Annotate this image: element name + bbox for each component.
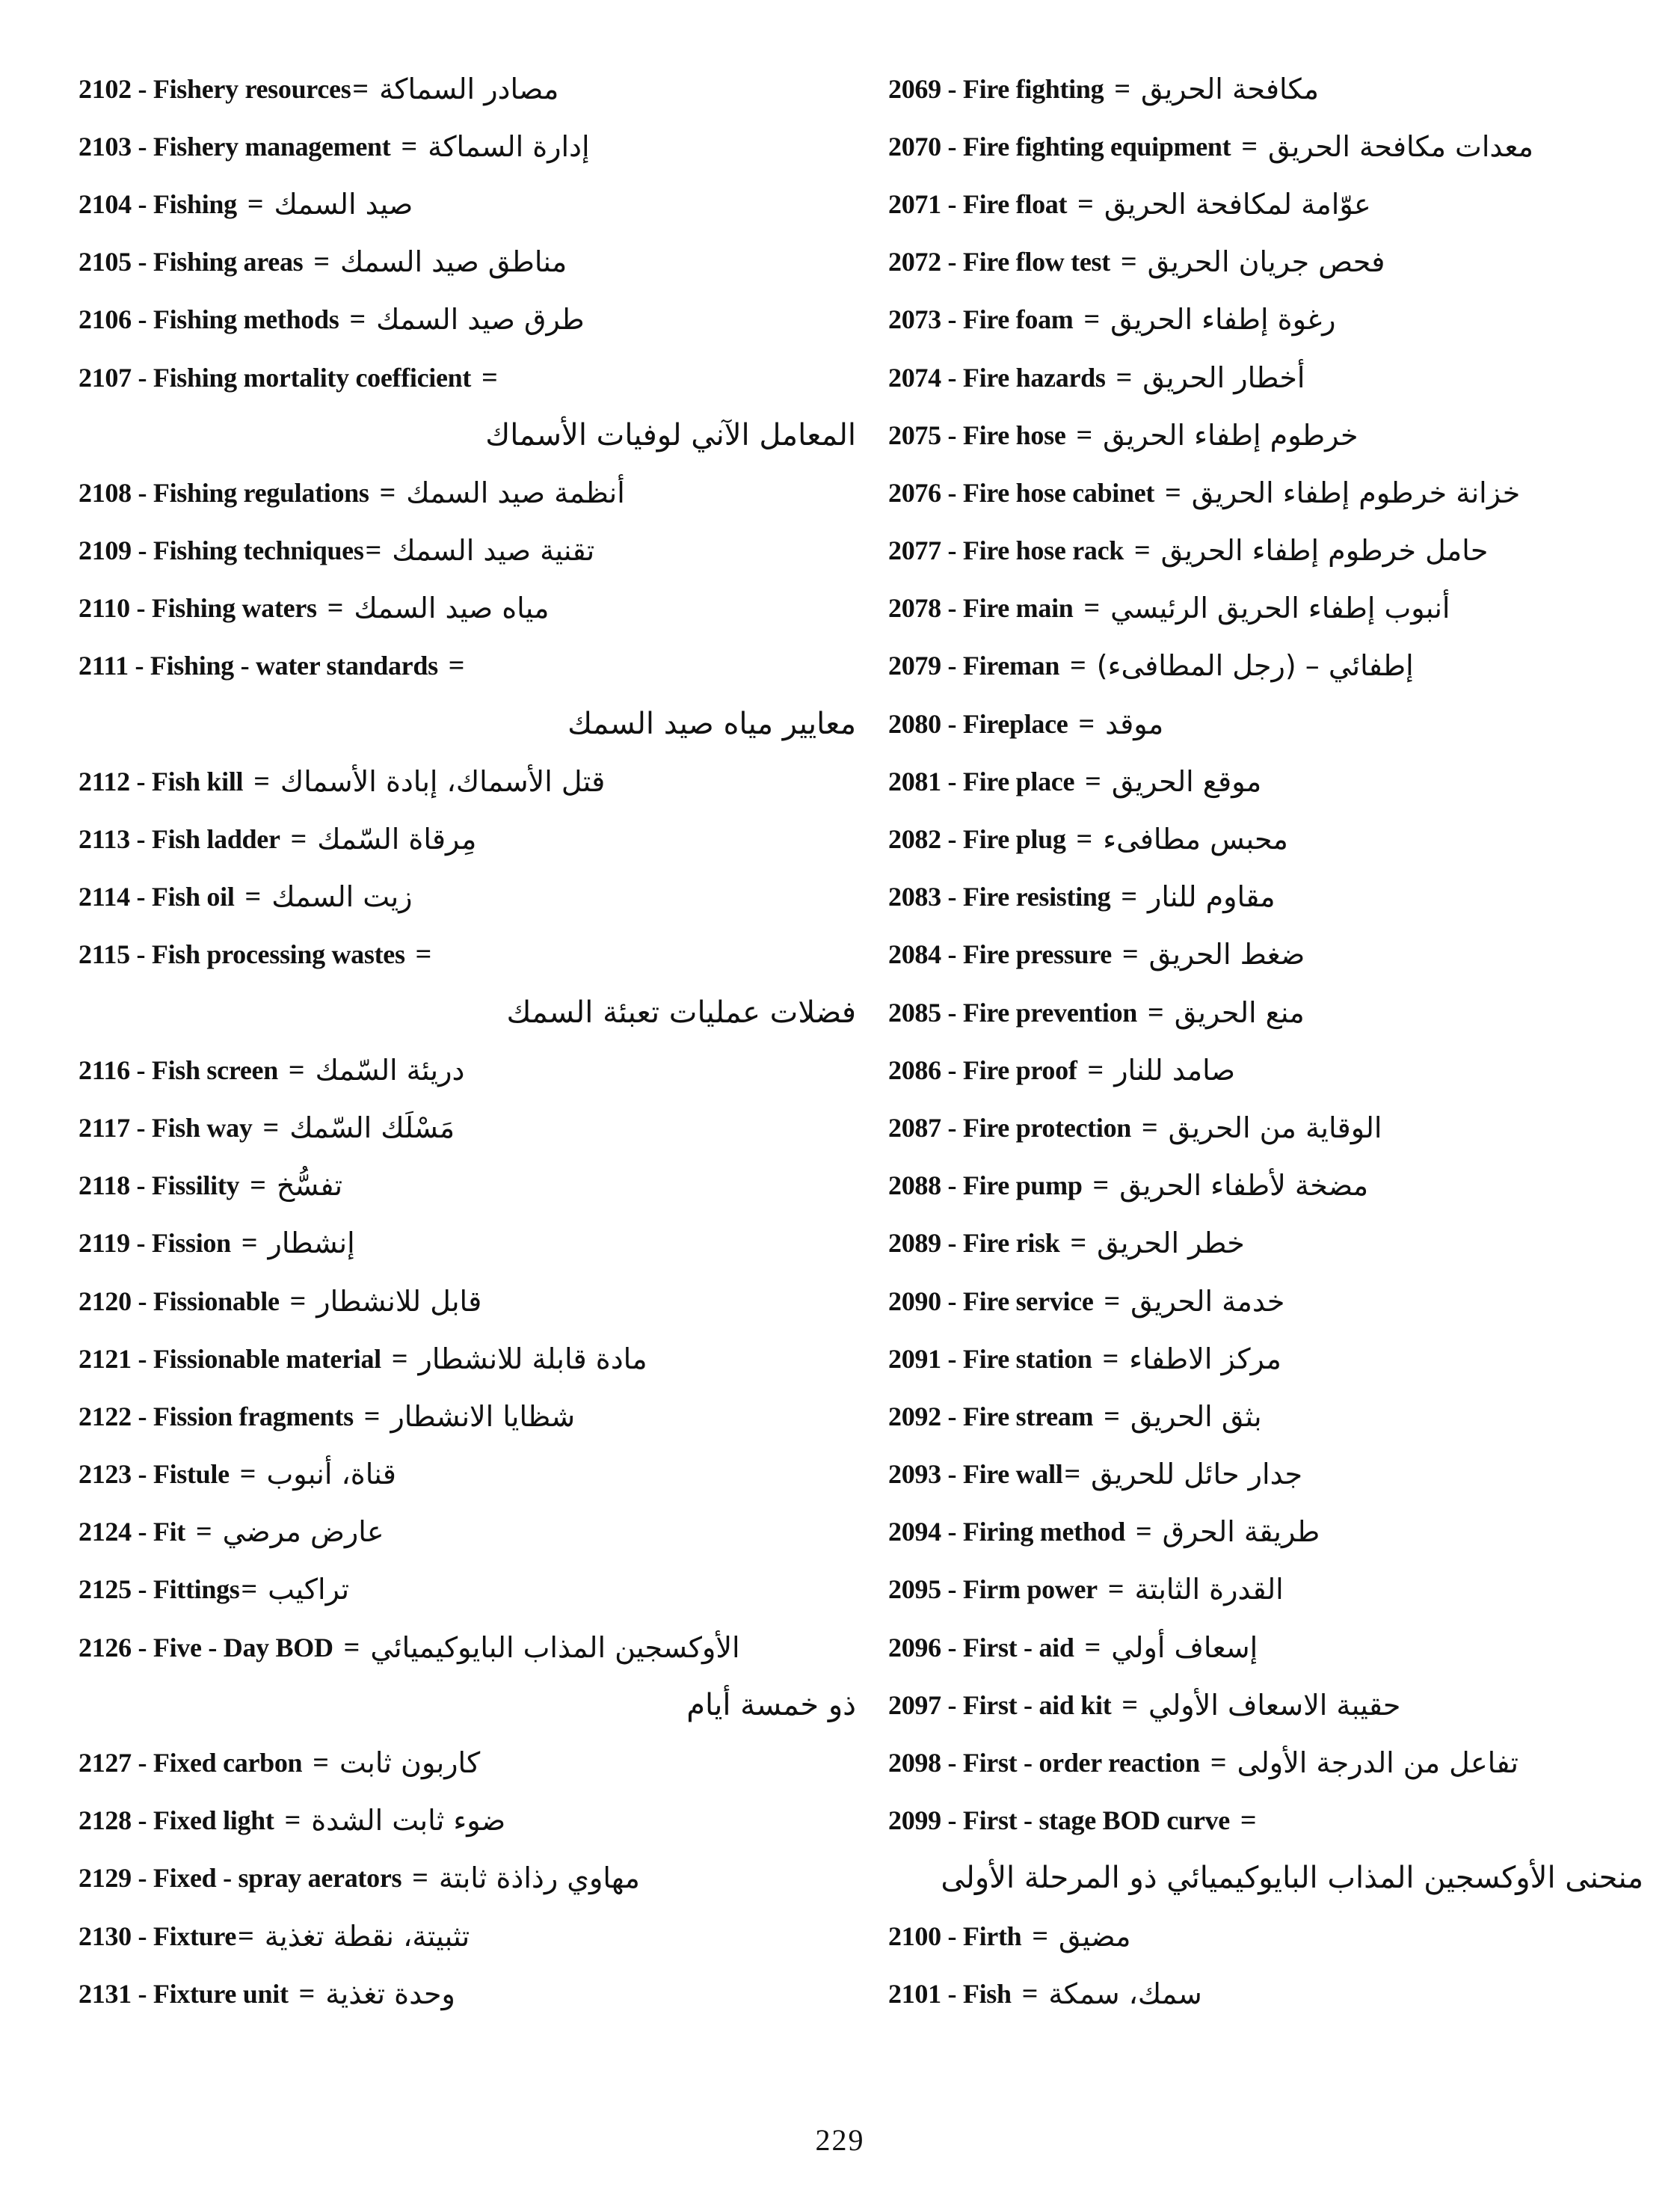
english-term: 2131 - Fixture unit	[79, 1978, 289, 2009]
glossary-entry	[79, 291, 856, 349]
equals-sign: =	[1104, 1285, 1121, 1317]
arabic-term: شظايا الانشطار	[390, 1399, 576, 1433]
english-term: 2122 - Fission fragments	[79, 1401, 354, 1431]
arabic-term: صامد للنار	[1114, 1053, 1235, 1087]
equals-sign: =	[391, 1342, 408, 1375]
equals-sign: =	[1032, 1920, 1049, 1952]
glossary-entry	[888, 464, 1643, 521]
arabic-term: فحص جريان الحريق	[1147, 245, 1385, 279]
equals-sign: =	[363, 1400, 381, 1432]
glossary-entry	[888, 522, 1643, 580]
english-term: 2107 - Fishing mortality coefficient	[79, 362, 472, 393]
english-term: 2090 - Fire service	[888, 1286, 1094, 1316]
glossary-entry	[888, 580, 1643, 637]
equals-sign: =	[1114, 73, 1130, 105]
glossary-entry	[79, 522, 856, 580]
arabic-term: مِرقاة السّمك	[317, 823, 477, 856]
english-term: 2082 - Fire plug	[888, 824, 1066, 855]
glossary-entry	[888, 1041, 1643, 1099]
glossary-entry	[888, 406, 1643, 464]
equals-sign: =	[313, 1747, 329, 1779]
arabic-term: المعامل الآني لوفيات الأسماك	[485, 417, 856, 452]
glossary-entry	[79, 1618, 856, 1676]
glossary-entry	[888, 1561, 1643, 1618]
english-term: 2124 - Fit	[79, 1517, 185, 1547]
glossary-entry	[79, 175, 856, 233]
arabic-term: خطر الحريق	[1097, 1227, 1245, 1260]
arabic-term: ضغط الحريق	[1148, 938, 1305, 971]
arabic-term: تفاعل من الدرجة الأولى	[1237, 1746, 1519, 1780]
equals-sign: =	[284, 1805, 301, 1837]
arabic-term: حامل خرطوم إطفاء الحريق	[1160, 534, 1489, 568]
english-term: 2093 - Fire wall	[888, 1459, 1063, 1490]
arabic-term: خدمة الحريق	[1130, 1284, 1285, 1318]
equals-sign: =	[349, 304, 366, 336]
glossary-entry	[888, 1503, 1643, 1561]
arabic-term: معدات مكافحة الحريق	[1268, 129, 1534, 163]
glossary-entry	[79, 1387, 856, 1445]
english-term: 2103 - Fishery management	[79, 131, 391, 162]
english-term: 2081 - Fire place	[888, 766, 1075, 796]
glossary-entry	[79, 60, 856, 117]
arabic-term: قابل للانشطار	[316, 1284, 482, 1318]
glossary-entry	[888, 1734, 1643, 1791]
english-term: 2095 - Firm power	[888, 1574, 1098, 1605]
equals-sign: =	[481, 361, 498, 393]
arabic-term: عوّامة لمكافحة الحريق	[1104, 187, 1371, 221]
arabic-term: إطفائي – (رجل المطافىء)	[1096, 649, 1414, 683]
english-term: 2114 - Fish oil	[79, 882, 235, 912]
equals-sign: =	[1070, 650, 1086, 682]
equals-sign: =	[1083, 592, 1101, 624]
equals-sign: =	[288, 1054, 305, 1086]
equals-sign: =	[1165, 476, 1181, 509]
english-term: 2088 - Fire pump	[888, 1170, 1083, 1201]
equals-sign: =	[1116, 361, 1133, 393]
equals-sign: =	[1148, 996, 1164, 1028]
equals-sign: =	[1104, 1400, 1120, 1432]
english-term: 2098 - First - order reaction	[888, 1748, 1200, 1778]
english-term: 2130 - Fixture	[79, 1921, 237, 1951]
equals-sign: =	[1240, 1805, 1257, 1837]
arabic-term: أخطار الحريق	[1142, 360, 1305, 394]
glossary-entry	[79, 464, 856, 521]
page-number: 229	[815, 2123, 865, 2157]
equals-sign: =	[247, 188, 264, 220]
glossary-entry	[79, 233, 856, 291]
equals-sign: =	[1121, 939, 1139, 971]
glossary-entry	[79, 926, 856, 983]
english-term: 2080 - Fireplace	[888, 708, 1068, 739]
english-term: 2085 - Fire prevention	[888, 997, 1138, 1028]
equals-sign: =	[1064, 1458, 1081, 1491]
glossary-entry	[79, 580, 856, 637]
glossary-entry	[888, 60, 1643, 117]
arabic-term: محبس مطافىء	[1103, 823, 1288, 856]
glossary-entry	[888, 1272, 1643, 1330]
glossary-entry	[888, 1446, 1643, 1503]
right-column	[888, 60, 1643, 2022]
english-term: 2116 - Fish screen	[79, 1054, 278, 1085]
equals-sign: =	[250, 1170, 266, 1202]
glossary-entry	[79, 349, 856, 406]
arabic-term: مادة قابلة للانشطار	[418, 1342, 647, 1375]
english-term: 2089 - Fire risk	[888, 1228, 1060, 1259]
english-term: 2111 - Fishing - water standards	[79, 651, 438, 681]
equals-sign: =	[365, 535, 382, 567]
arabic-term: الوقاية من الحريق	[1168, 1111, 1382, 1144]
equals-sign: =	[1076, 823, 1093, 856]
glossary-entry	[79, 1330, 856, 1387]
equals-sign: =	[343, 1631, 360, 1663]
arabic-term: مضخة لأطفاء الحريق	[1119, 1169, 1369, 1203]
english-term: 2117 - Fish way	[79, 1112, 253, 1143]
english-term: 2069 - Fire fighting	[888, 73, 1104, 104]
arabic-term: مناطق صيد السمك	[340, 245, 567, 279]
glossary-entry	[888, 175, 1643, 233]
arabic-continuation-line	[79, 983, 856, 1041]
english-term: 2100 - Firth	[888, 1921, 1022, 1951]
arabic-continuation-line	[888, 1849, 1643, 1907]
glossary-entry	[79, 1849, 856, 1907]
arabic-term: أنبوب إطفاء الحريق الرئيسي	[1110, 592, 1450, 625]
arabic-term: إسعاف أولي	[1111, 1630, 1258, 1664]
english-term: 2110 - Fishing waters	[79, 593, 317, 624]
glossary-entry	[888, 637, 1643, 695]
equals-sign: =	[352, 73, 369, 105]
english-term: 2091 - Fire station	[888, 1343, 1092, 1374]
arabic-term: صيد السمك	[274, 187, 413, 221]
english-term: 2129 - Fixed - spray aerators	[79, 1863, 402, 1894]
equals-sign: =	[241, 1227, 258, 1259]
english-term: 2119 - Fission	[79, 1228, 231, 1259]
arabic-term: مهاوي رذاذة ثابتة	[438, 1861, 640, 1895]
english-term: 2101 - Fish	[888, 1978, 1012, 2009]
english-term: 2072 - Fire flow test	[888, 247, 1110, 277]
english-term: 2112 - Fish kill	[79, 766, 244, 796]
equals-sign: =	[1078, 707, 1095, 740]
arabic-term: موقد	[1105, 707, 1164, 740]
english-term: 2097 - First - aid kit	[888, 1689, 1112, 1720]
glossary-entry	[79, 1041, 856, 1099]
equals-sign: =	[1135, 1516, 1152, 1548]
equals-sign: =	[412, 1862, 428, 1894]
glossary-entry	[888, 810, 1643, 868]
english-term: 2071 - Fire float	[888, 188, 1068, 219]
arabic-continuation-line	[79, 695, 856, 752]
equals-sign: =	[448, 650, 465, 682]
arabic-term: وحدة تغذية	[325, 1977, 455, 2010]
glossary-entry	[79, 117, 856, 175]
english-term: 2104 - Fishing	[79, 188, 237, 219]
arabic-term: منحنى الأوكسجين المذاب البايوكيميائي ذو المرحلة الأولى	[941, 1861, 1643, 1896]
arabic-term: ذو خمسة أيام	[686, 1687, 856, 1722]
arabic-term: طرق صيد السمك	[376, 303, 585, 337]
arabic-term: مقاوم للنار	[1147, 880, 1276, 914]
equals-sign: =	[415, 939, 432, 971]
arabic-term: موقع الحريق	[1111, 764, 1262, 798]
glossary-entry	[888, 1387, 1643, 1445]
arabic-term: القدرة الثابتة	[1134, 1573, 1284, 1606]
glossary-entry	[888, 1099, 1643, 1156]
arabic-term: تفسُّخ	[276, 1169, 343, 1203]
equals-sign: =	[1021, 1977, 1039, 2010]
glossary-entry	[888, 349, 1643, 406]
english-term: 2123 - Fistule	[79, 1459, 230, 1490]
equals-sign: =	[1092, 1170, 1110, 1202]
arabic-term: سمك، سمكة	[1048, 1977, 1202, 2010]
glossary-entry	[888, 926, 1643, 983]
glossary-entry	[888, 1907, 1643, 1965]
english-term: 2105 - Fishing areas	[79, 247, 304, 277]
equals-sign: =	[1241, 130, 1258, 162]
english-term: 2096 - First - aid	[888, 1632, 1074, 1663]
english-term: 2128 - Fixed light	[79, 1805, 274, 1836]
equals-sign: =	[1085, 765, 1101, 797]
equals-sign: =	[241, 1574, 258, 1606]
glossary-entry	[79, 1561, 856, 1618]
english-term: 2106 - Fishing methods	[79, 304, 339, 335]
arabic-term: أنظمة صيد السمك	[406, 476, 625, 509]
arabic-term: الأوكسجين المذاب البايوكيميائي	[370, 1630, 740, 1664]
arabic-term: قتل الأسماك، إبادة الأسماك	[280, 764, 606, 798]
glossary-entry	[888, 868, 1643, 926]
equals-sign: =	[1210, 1747, 1227, 1779]
glossary-entry	[888, 291, 1643, 349]
equals-sign: =	[298, 1977, 316, 2010]
equals-sign: =	[1107, 1574, 1124, 1606]
glossary-entry	[888, 1676, 1643, 1734]
arabic-term: دريئة السّمك	[315, 1053, 465, 1087]
arabic-term: مضيق	[1059, 1919, 1131, 1953]
glossary-entry	[79, 1099, 856, 1156]
english-term: 2083 - Fire resisting	[888, 882, 1111, 912]
arabic-term: مَسْلَك السّمك	[289, 1111, 455, 1144]
arabic-term: خزانة خرطوم إطفاء الحريق	[1191, 476, 1521, 509]
arabic-term: إدارة السماكة	[428, 129, 590, 163]
glossary-entry	[79, 1215, 856, 1272]
equals-sign: =	[1076, 419, 1093, 451]
english-term: 2113 - Fish ladder	[79, 824, 280, 855]
glossary-entry	[888, 1330, 1643, 1387]
equals-sign: =	[1083, 304, 1101, 336]
english-term: 2126 - Five - Day BOD	[79, 1632, 333, 1663]
glossary-entry	[79, 637, 856, 695]
english-term: 2109 - Fishing techniques	[79, 535, 364, 566]
equals-sign: =	[290, 823, 307, 856]
arabic-continuation-line	[79, 406, 856, 464]
arabic-term: تقنية صيد السمك	[392, 534, 595, 568]
arabic-term: طريقة الحرق	[1162, 1515, 1320, 1549]
glossary-entry	[79, 752, 856, 810]
arabic-term: زيت السمك	[271, 880, 413, 914]
glossary-entry	[79, 868, 856, 926]
glossary-entry	[79, 1272, 856, 1330]
equals-sign: =	[239, 1458, 256, 1491]
glossary-entry	[888, 1618, 1643, 1676]
english-term: 2092 - Fire stream	[888, 1401, 1094, 1431]
equals-sign: =	[262, 1111, 280, 1143]
equals-sign: =	[1087, 1054, 1104, 1086]
english-term: 2087 - Fire protection	[888, 1112, 1131, 1143]
glossary-entry	[888, 233, 1643, 291]
glossary-entry	[888, 1157, 1643, 1215]
glossary-entry	[79, 1965, 856, 2022]
arabic-term: إنشطار	[268, 1227, 355, 1260]
glossary-entry	[888, 1215, 1643, 1272]
english-term: 2078 - Fire main	[888, 593, 1074, 624]
equals-sign: =	[1133, 535, 1151, 567]
english-term: 2079 - Fireman	[888, 651, 1060, 681]
english-term: 2073 - Fire foam	[888, 304, 1074, 335]
equals-sign: =	[1120, 246, 1137, 278]
arabic-term: مركز الاطفاء	[1129, 1342, 1281, 1375]
english-term: 2102 - Fishery resources	[79, 73, 351, 104]
glossary-entry	[888, 752, 1643, 810]
english-term: 2120 - Fissionable	[79, 1286, 280, 1316]
english-term: 2115 - Fish processing wastes	[79, 939, 405, 970]
arabic-term: مياه صيد السمك	[354, 592, 550, 625]
equals-sign: =	[401, 130, 418, 162]
equals-sign: =	[253, 765, 270, 797]
glossary-entry	[888, 695, 1643, 752]
equals-sign: =	[1070, 1227, 1087, 1259]
arabic-term: مكافحة الحريق	[1140, 72, 1319, 105]
arabic-term: قناة، أنبوب	[266, 1458, 396, 1491]
english-term: 2070 - Fire fighting equipment	[888, 131, 1231, 162]
equals-sign: =	[1077, 188, 1094, 220]
equals-sign: =	[289, 1285, 307, 1317]
equals-sign: =	[195, 1516, 212, 1548]
arabic-term: حقيبة الاسعاف الأولي	[1148, 1688, 1401, 1722]
arabic-term: مصادر السماكة	[379, 72, 559, 105]
arabic-continuation-line	[79, 1676, 856, 1734]
english-term: 2077 - Fire hose rack	[888, 535, 1124, 566]
glossary-entry	[79, 810, 856, 868]
equals-sign: =	[1142, 1111, 1158, 1143]
glossary-entry	[79, 1503, 856, 1561]
arabic-term: رغوة إطفاء الحريق	[1110, 303, 1336, 337]
glossary-entry	[79, 1907, 856, 1965]
english-term: 2125 - Fittings	[79, 1574, 240, 1605]
arabic-term: معايير مياه صيد السمك	[567, 706, 856, 741]
english-term: 2074 - Fire hazards	[888, 362, 1106, 393]
arabic-term: تراكيب	[268, 1573, 350, 1606]
equals-sign: =	[1084, 1631, 1101, 1663]
english-term: 2127 - Fixed carbon	[79, 1748, 303, 1778]
arabic-term: فضلات عمليات تعبئة السمك	[506, 995, 856, 1030]
equals-sign: =	[1121, 1689, 1139, 1721]
equals-sign: =	[244, 881, 262, 913]
arabic-term: منع الحريق	[1174, 995, 1305, 1029]
arabic-term: ضوء ثابت الشدة	[311, 1804, 506, 1838]
left-column	[79, 60, 856, 2022]
glossary-entry	[888, 1965, 1643, 2022]
glossary-entry	[888, 1792, 1643, 1849]
glossary-entry	[79, 1446, 856, 1503]
english-term: 2121 - Fissionable material	[79, 1343, 381, 1374]
equals-sign: =	[313, 246, 330, 278]
english-term: 2075 - Fire hose	[888, 420, 1066, 450]
arabic-term: بثق الحريق	[1130, 1399, 1262, 1433]
english-term: 2094 - Firing method	[888, 1517, 1125, 1547]
english-term: 2118 - Fissility	[79, 1170, 240, 1201]
equals-sign: =	[327, 592, 344, 624]
english-term: 2108 - Fishing regulations	[79, 477, 369, 508]
equals-sign: =	[1121, 881, 1137, 913]
glossary-entry	[79, 1792, 856, 1849]
arabic-term: كاربون ثابت	[339, 1746, 481, 1780]
equals-sign: =	[1102, 1342, 1119, 1375]
english-term: 2076 - Fire hose cabinet	[888, 477, 1155, 508]
glossary-entry	[888, 117, 1643, 175]
english-term: 2086 - Fire proof	[888, 1054, 1077, 1085]
english-term: 2099 - First - stage BOD curve	[888, 1805, 1230, 1836]
arabic-term: جدار حائل للحريق	[1091, 1458, 1303, 1491]
glossary-entry	[79, 1734, 856, 1791]
glossary-entry	[79, 1157, 856, 1215]
arabic-term: خرطوم إطفاء الحريق	[1103, 418, 1359, 452]
arabic-term: تثبيتة، نقطة تغذية	[264, 1919, 470, 1953]
glossary-entry	[888, 983, 1643, 1041]
equals-sign: =	[379, 476, 396, 509]
english-term: 2084 - Fire pressure	[888, 939, 1112, 970]
equals-sign: =	[238, 1920, 254, 1952]
arabic-term: عارض مرضي	[222, 1515, 384, 1549]
